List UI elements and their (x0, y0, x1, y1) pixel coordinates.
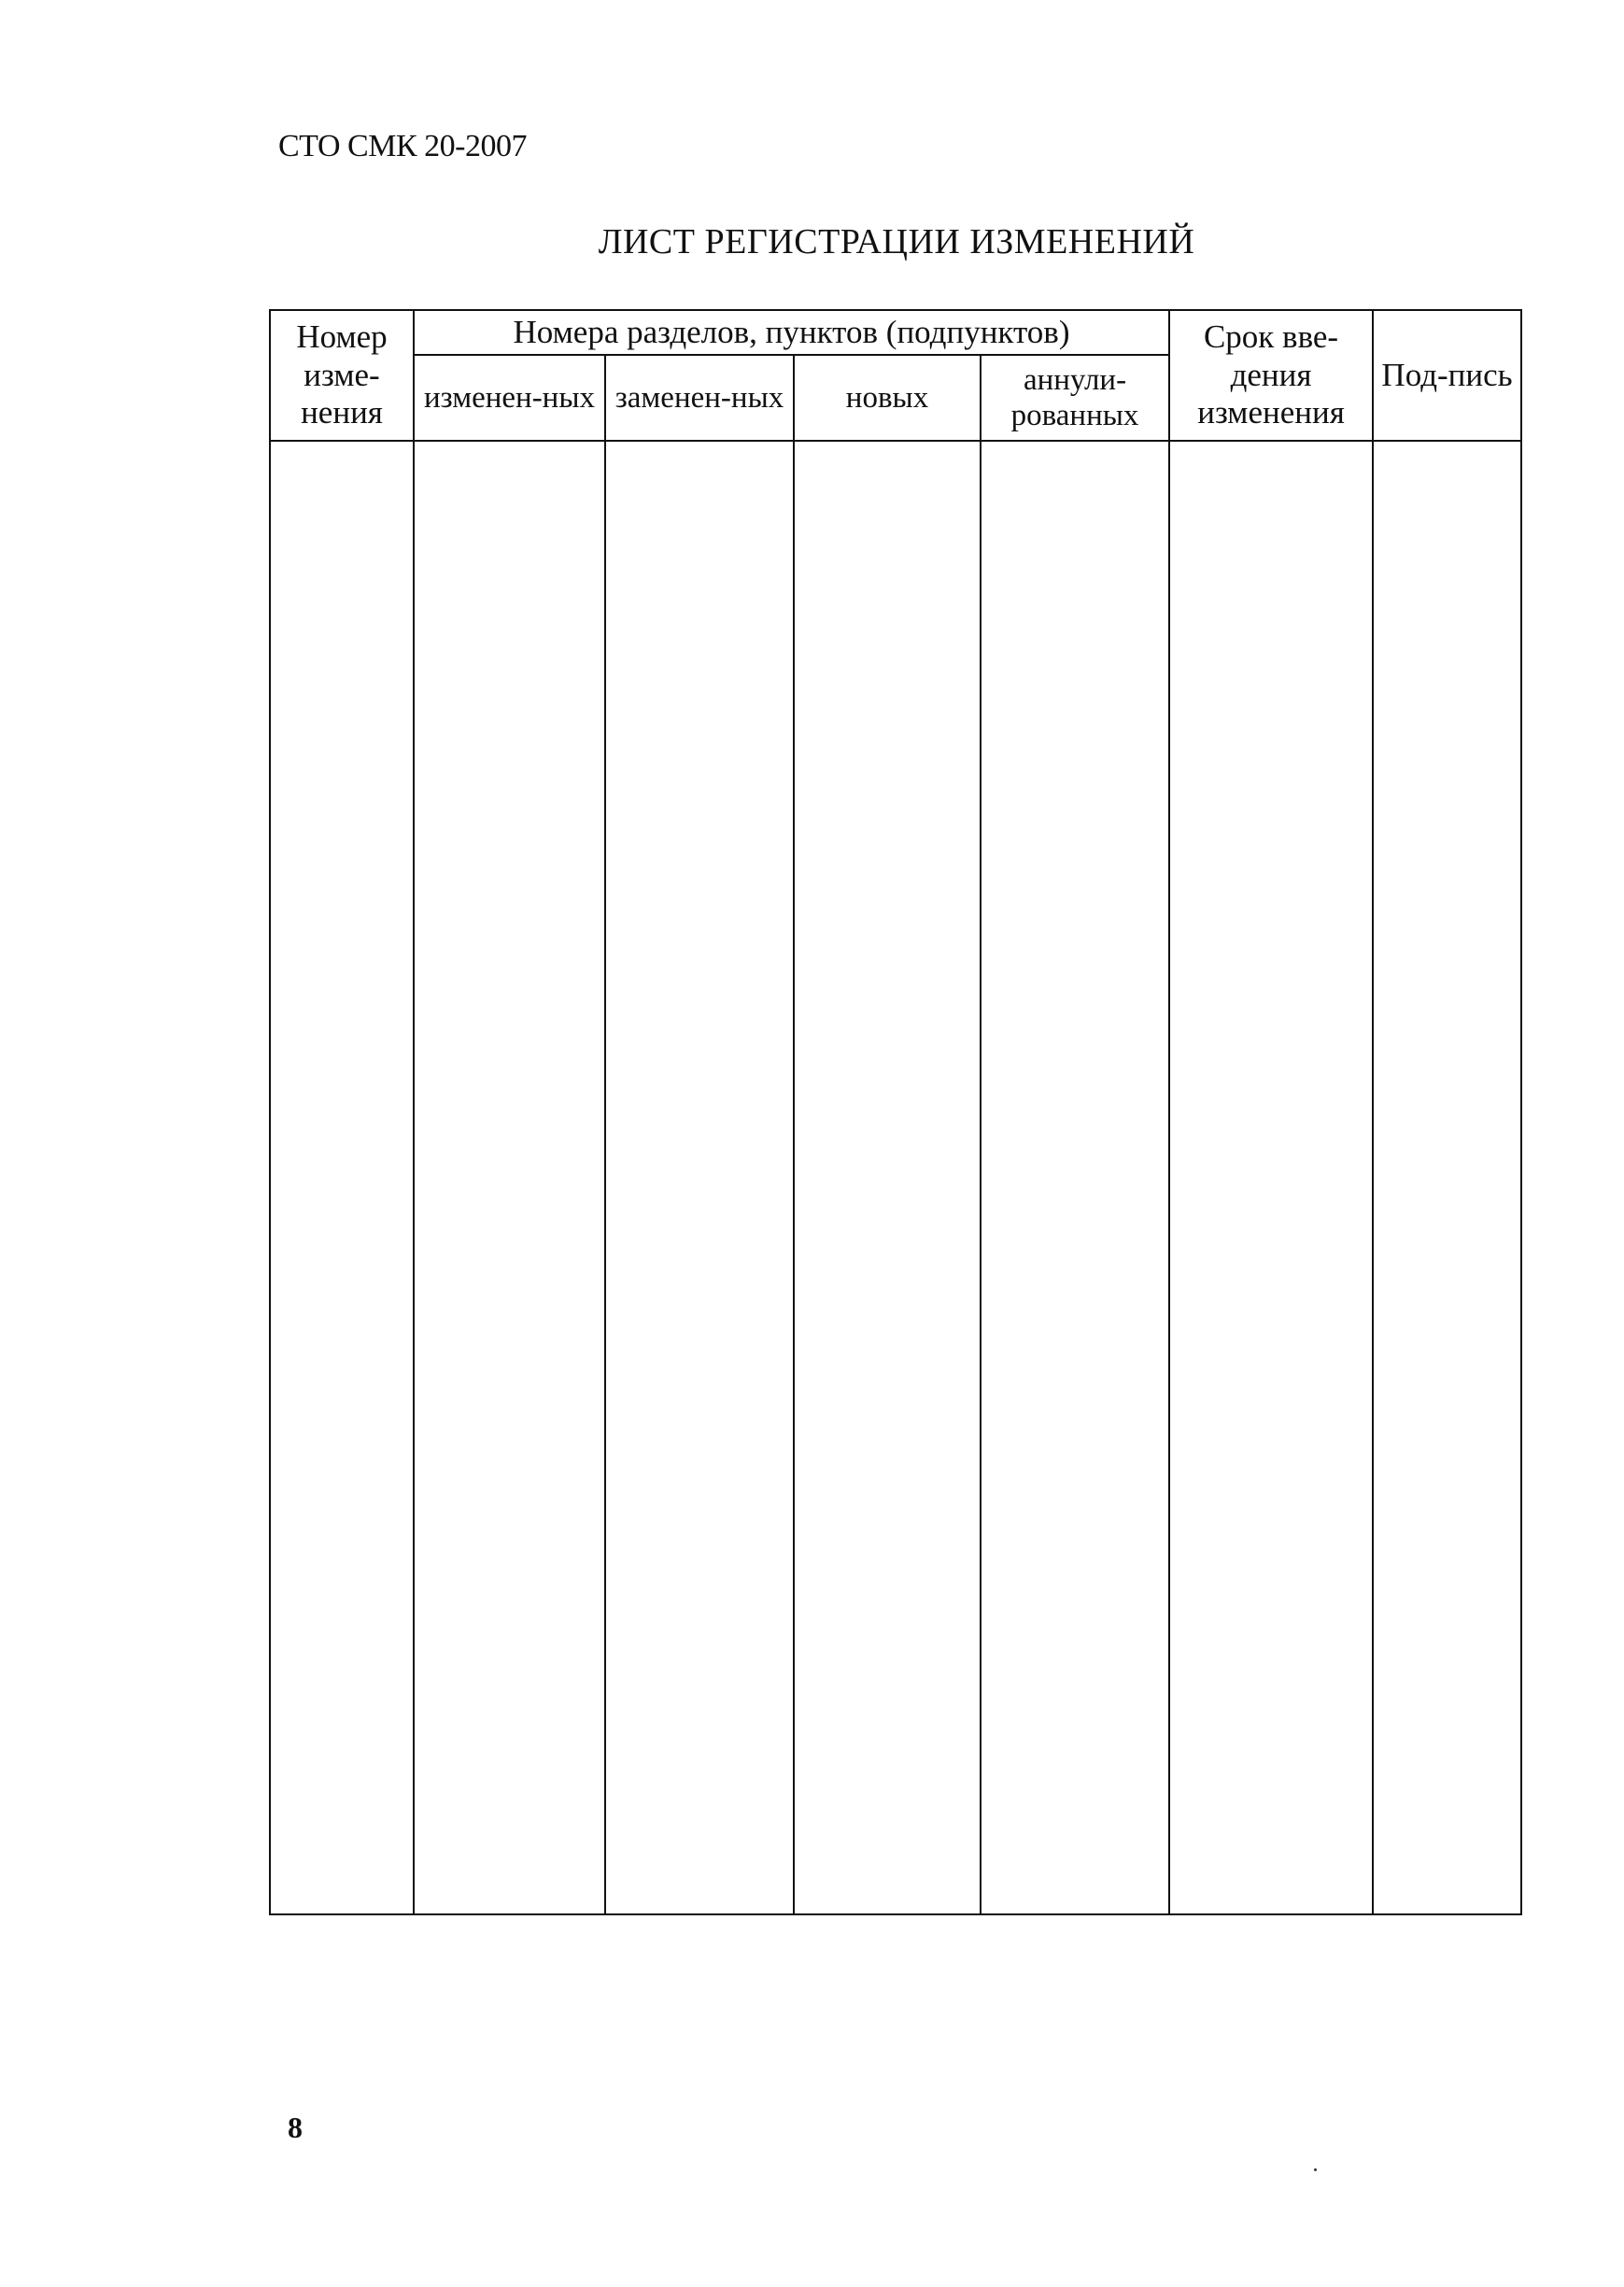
cell-signature[interactable] (1373, 441, 1521, 1914)
scan-speck (1314, 2168, 1317, 2171)
page-number: 8 (288, 2111, 303, 2144)
document-code: СТО СМК 20-2007 (278, 129, 527, 163)
table-row (270, 441, 1521, 1914)
cell-annulled[interactable] (981, 441, 1169, 1914)
cell-implementation-date[interactable] (1169, 441, 1373, 1914)
header-changed: изменен-ных (414, 355, 605, 441)
header-signature: Под-пись (1373, 310, 1521, 441)
cell-change-number[interactable] (270, 441, 414, 1914)
header-replaced: заменен-ных (605, 355, 794, 441)
cell-changed[interactable] (414, 441, 605, 1914)
header-section-numbers: Номера разделов, пунктов (подпунктов) (414, 310, 1169, 355)
header-annulled: аннули-рованных (981, 355, 1169, 441)
header-new: новых (794, 355, 981, 441)
header-change-number: Номер изме-нения (270, 310, 414, 441)
cell-replaced[interactable] (605, 441, 794, 1914)
change-registration-table (269, 309, 1522, 1915)
cell-new[interactable] (794, 441, 981, 1914)
sheet-title: ЛИСТ РЕГИСТРАЦИИ ИЗМЕНЕНИЙ (598, 222, 1195, 261)
header-implementation-date: Срок вве-дения изменения (1169, 310, 1373, 441)
